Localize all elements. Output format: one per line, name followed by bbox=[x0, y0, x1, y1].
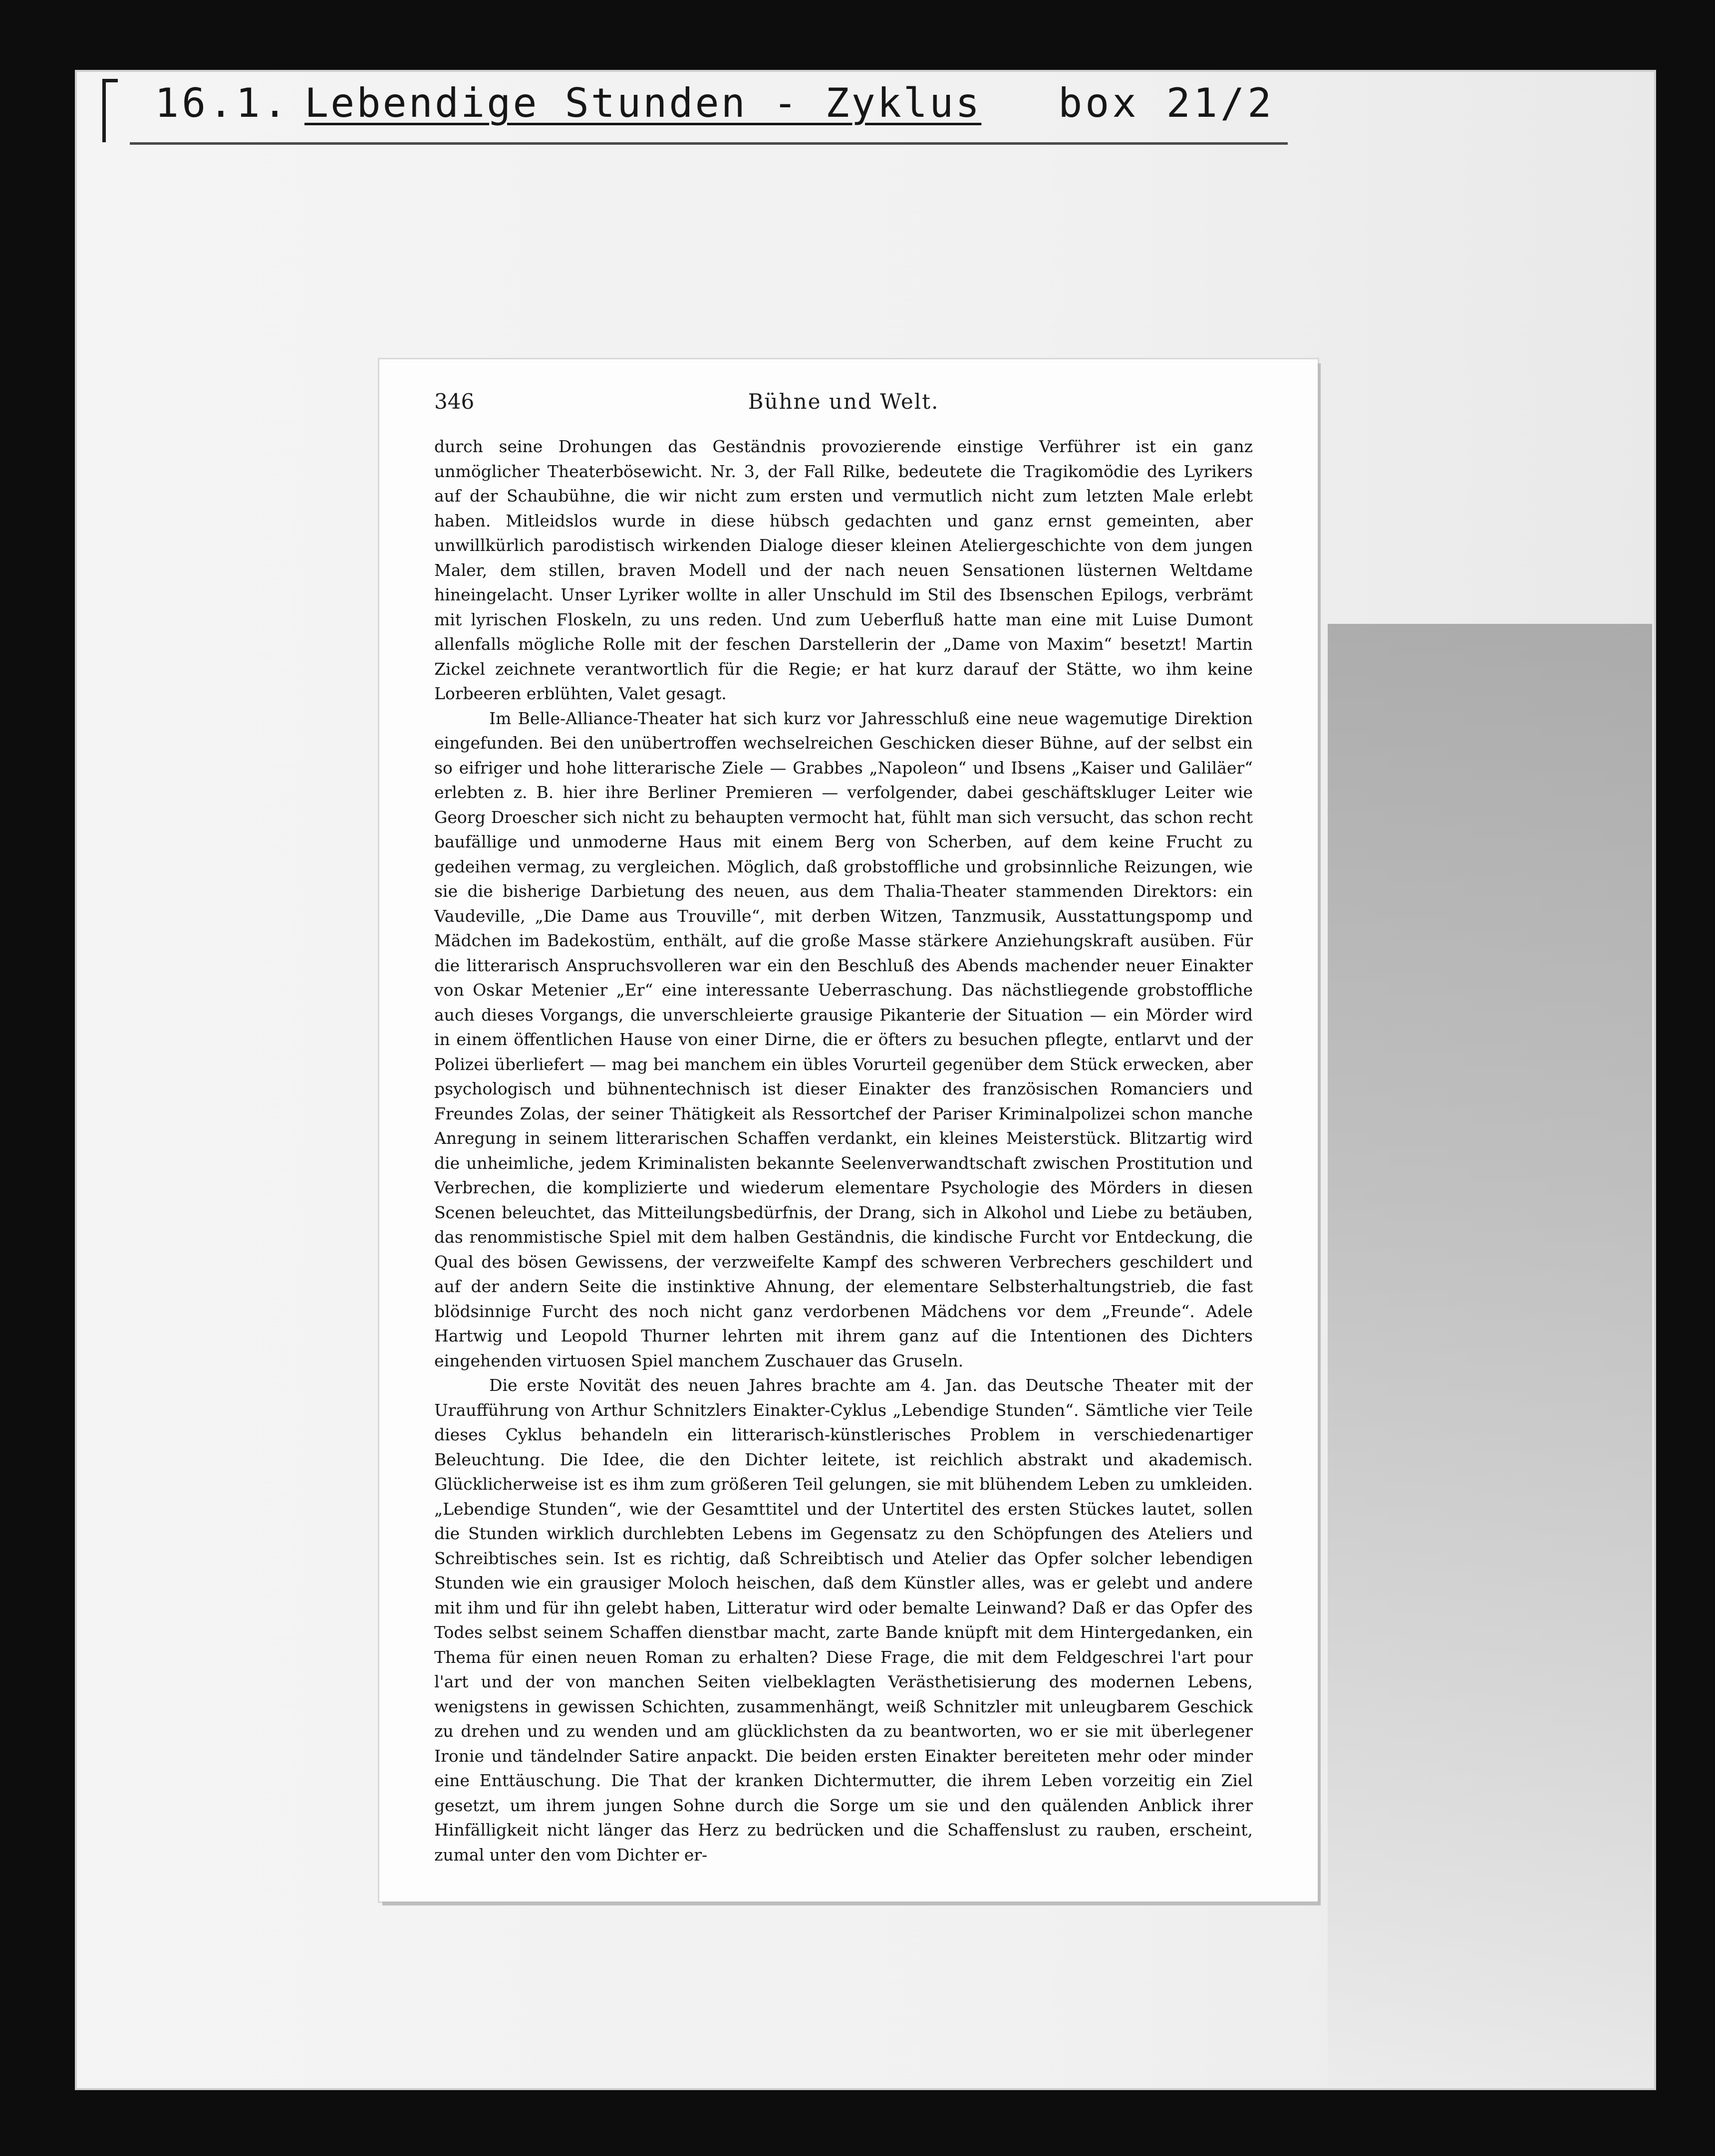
paragraph-3: Die erste Novität des neuen Jahres brachte am 4. Jan. das Deutsche Theater mit der Uraufführung von Arthur Schnitzlers Einakter-Cyklus „Lebendige Stunden“. Sämtliche vier Teile dieses Cyklus behandeln ein litterarisch-künstlerisches Problem in verschiedenartiger Beleuchtung. Die Idee, die den Dichter leitete, ist reichlich abstrakt und akademisch. Glücklicherweise ist es ihm zum größeren Teil gelungen, sie mit blühendem Leben zu umkleiden. „Lebendige Stunden“, wie der Gesamttitel und der Untertitel des ersten Stückes lautet, sollen die Stunden wirklich durchlebten Lebens im Gegensatz zu den Schöpfungen des Ateliers und Schreibtisches sein. Ist es richtig, daß Schreibtisch und Atelier das Opfer solcher lebendigen Stunden wie ein grausiger Moloch heischen, daß dem Künstler alles, was er gelebt und andere mit ihm und für ihn gelebt haben, Litteratur wird oder bemalte Leinwand? Daß er das Opfer des Todes selbst seinem Schaffen dienstbar macht, zarte Bande knüpft mit dem Hintergedanken, ein Thema für einen neuen Roman zu erhalten? Diese Frage, die mit dem Feldgeschrei l'art pour l'art und der von manchen Seiten vielbeklagten Verästhetisierung des modernen Lebens, wenigstens in gewissen Schichten, zusammenhängt, weiß Schnitzler mit unleugbarem Geschick zu drehen und zu wenden und am glücklichsten da zu beantworten, wo er sie mit überlegener Ironie und tändelnder Satire anpackt. Die beiden ersten Einakter bereiteten mehr oder minder eine Enttäuschung. Die That der kranken Dichtermutter, die ihrem Leben vorzeitig ein Ziel gesetzt, um ihrem jungen Sohne durch die Sorge um sie und den quälenden Anblick ihrer Hinfälligkeit nicht länger das Herz zu bedrücken und die Schaffenslust zu rauben, erscheint, zumal unter den vom Dichter er- bbox=[434, 1375, 1253, 1865]
clipping-body bbox=[434, 434, 1253, 1865]
page-number: 346 bbox=[434, 389, 475, 414]
scan-shadow bbox=[1328, 624, 1652, 2086]
header-divider bbox=[130, 142, 1288, 145]
folder-number: 16.1. bbox=[155, 80, 290, 126]
corner-bracket-mark bbox=[102, 79, 118, 142]
folder-title: Lebendige Stunden - Zyklus bbox=[304, 80, 982, 126]
paragraph-2: Im Belle-Alliance-Theater hat sich kurz vor Jahresschluß eine neue wagemutige Direktion eingefunden. Bei den unübertroffen wechselreichen Geschicken dieser Bühne, auf der selbst ein so eifriger und hohe litterarische Ziele — Grabbes „Napoleon“ und Ibsens „Kaiser und Galiläer“ erlebten z. B. hier ihre Berliner Premieren — verfolgender, dabei geschäftskluger Leiter wie Georg Droescher sich nicht zu behaupten vermocht hat, fühlt man sich versucht, das schon recht baufällige und unmoderne Haus mit einem Berg von Scherben, auf dem keine Frucht zu gedeihen vermag, zu vergleichen. Möglich, daß grobstoffliche und grobsinnliche Reizungen, wie sie die bisherige Darbietung des neuen, aus dem Thalia-Theater stammenden Direktors: ein Vaudeville, „Die Dame aus Trouville“, mit derben Witzen, Tanzmusik, Ausstattungspomp und Mädchen im Badekostüm, enthält, auf die große Masse stärkere Anziehungskraft ausüben. Für die litterarisch Anspruchsvolleren war ein den Beschluß des Abends machender neuer Einakter von Oskar Metenier „Er“ eine interessante Ueberraschung. Das nächstliegende grobstoffliche auch dieses Vorgangs, die unverschleierte grausige Pikanterie der Situation — ein Mörder wird in einem öffentlichen Hause von einer Dirne, die er öfters zu besuchen pflegte, entlarvt und der Polizei überliefert — mag bei manchem ein übles Vorurteil gegenüber dem Stück erwecken, aber psychologisch und bühnentechnisch ist dieser Einakter des französischen Romanciers und Freundes Zolas, der seiner Thätigkeit als Ressortchef der Pariser Kriminalpolizei schon manche Anregung in seinem litterarischen Schaffen verdankt, ein kleines Meisterstück. Blitzartig wird die unheimliche, jedem Kriminalisten bekannte Seelenverwandtschaft zwischen Prostitution und Verbrechen, die komplizierte und wiederum elementare Psychologie des Mörders in diesen Scenen beleuchtet, das Mitteilungsbedürfnis, der Drang, sich in Alkohol und Liebe zu betäuben, das renommistische Spiel mit dem halben Geständnis, die kindische Furcht vor Entdeckung, die Qual des bösen Gewissens, der verzweifelte Kampf des schweren Verbrechers geschildert und auf der andern Seite die instinktive Ahnung, der elementare Selbsterhaltungstrieb, die fast blödsinnige Furcht des noch nicht ganz verdorbenen Mädchens vor dem „Freunde“. Adele Hartwig und Leopold Thurner lehrten mit ihrem ganz auf die Intentionen des Dichters eingehenden virtuosen Spiel manchem Zuschauer das Gruseln. bbox=[434, 708, 1253, 1370]
newspaper-clipping bbox=[379, 359, 1318, 1901]
paragraph-1: durch seine Drohungen das Geständnis provozierende einstige Verführer ist ein ganz unmöglicher Theaterbösewicht. Nr. 3, der Fall Rilke, bedeutete die Tragikomödie des Lyrikers auf der Schaubühne, die wir nicht zum ersten und vermutlich nicht zum letzten Male erlebt haben. Mitleidslos wurde in diese hübsch gedachten und ganz ernst gemeinten, aber unwillkürlich parodistisch wirkenden Dialoge dieser kleinen Ateliergeschichte von dem jungen Maler, dem stillen, braven Modell und der nach neuen Sensationen lüsternen Weltdame hineingelacht. Unser Lyriker wollte in aller Unschuld im Stil des Ibsenschen Epilogs, verbrämt mit lyrischen Floskeln, zu uns reden. Und zum Ueberfluß hatte man eine mit Luise Dumont allenfalls mögliche Rolle mit der feschen Darstellerin der „Dame von Maxim“ besetzt! Martin Zickel zeichnete verantwortlich für die Regie; er hat kurz darauf der Stätte, wo ihm keine Lorbeeren erblühten, Valet gesagt. bbox=[434, 437, 1253, 703]
running-head: Bühne und Welt. bbox=[748, 389, 939, 414]
box-number: box 21/2 bbox=[1058, 80, 1275, 126]
clipping-page-header bbox=[434, 389, 1253, 429]
folder-label bbox=[155, 80, 1303, 135]
